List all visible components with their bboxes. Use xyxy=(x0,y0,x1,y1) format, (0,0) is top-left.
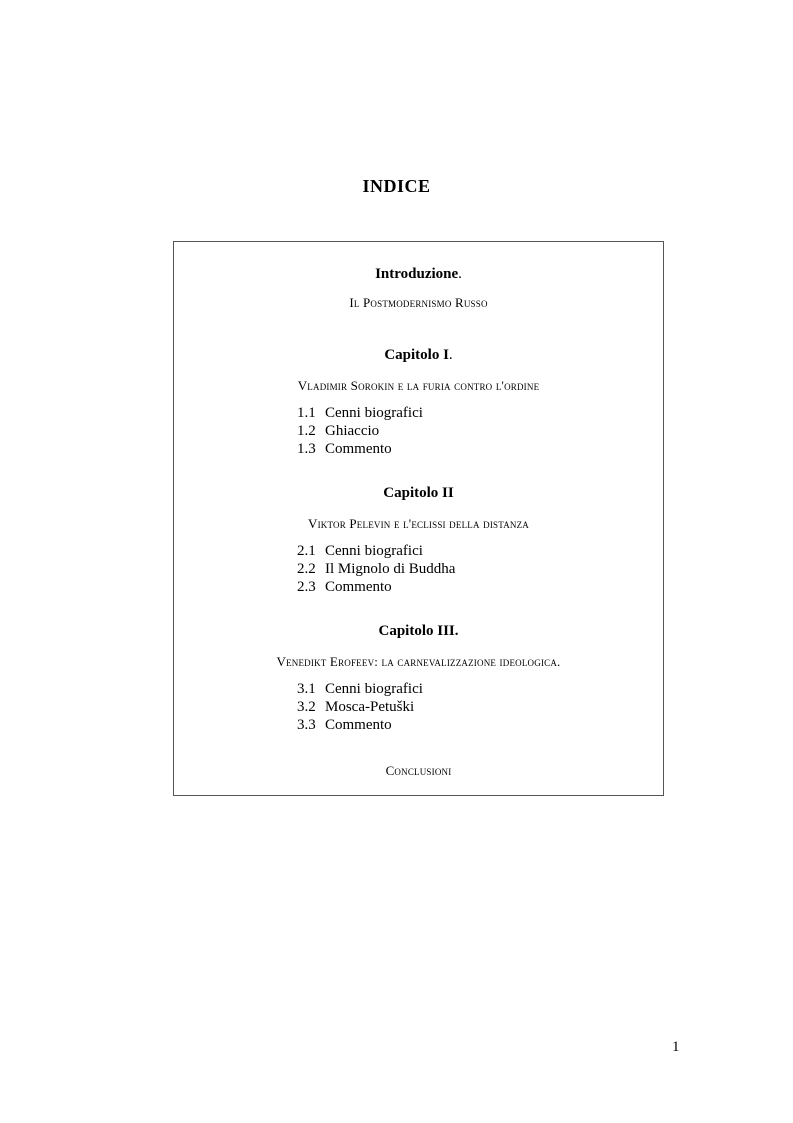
section-number: 3.3 xyxy=(297,717,316,733)
toc-entry xyxy=(297,578,455,596)
chapter-1-heading xyxy=(174,347,663,364)
toc-entry xyxy=(297,422,423,440)
section-title: Ghiaccio xyxy=(325,423,380,439)
section-title: Commento xyxy=(325,717,392,733)
section-title: Commento xyxy=(325,441,392,457)
chapter-2-heading-text: Capitolo II xyxy=(383,485,454,501)
toc-entry xyxy=(297,440,423,458)
chapter-1-sections xyxy=(297,404,423,458)
chapter-3-heading xyxy=(174,623,663,640)
section-title: Cenni biografici xyxy=(325,681,423,697)
toc-entry xyxy=(297,716,423,734)
section-number: 1.2 xyxy=(297,423,316,439)
chapter-1-heading-text: Capitolo I xyxy=(384,347,449,363)
introduction-subtitle: Il Postmodernismo Russo xyxy=(349,295,488,310)
section-number: 1.3 xyxy=(297,441,316,457)
table-of-contents xyxy=(173,241,664,796)
conclusion-entry: Conclusioni xyxy=(385,763,452,778)
page-title: INDICE xyxy=(362,176,431,196)
section-title: Commento xyxy=(325,579,392,595)
chapter-3-subtitle: Venedikt Erofeev: la carnevalizzazione ideologica. xyxy=(276,654,561,669)
introduction-heading xyxy=(174,266,663,283)
section-title: Mosca-Petuški xyxy=(325,699,415,715)
section-number: 2.3 xyxy=(297,579,316,595)
introduction-heading-text: Introduzione xyxy=(375,266,459,282)
chapter-1-subtitle: Vladimir Sorokin e la furia contro l'ordine xyxy=(297,378,540,393)
toc-entry xyxy=(297,698,423,716)
introduction-heading-suffix: . xyxy=(458,266,462,282)
section-title: Cenni biografici xyxy=(325,543,423,559)
toc-entry xyxy=(297,542,455,560)
chapter-3-sections xyxy=(297,680,423,734)
toc-entry xyxy=(297,680,423,698)
section-title: Il Mignolo di Buddha xyxy=(325,561,456,577)
section-number: 2.2 xyxy=(297,561,316,577)
chapter-2-heading xyxy=(174,485,663,502)
section-title: Cenni biografici xyxy=(325,405,423,421)
chapter-2-subtitle: Viktor Pelevin e l'eclissi della distanza xyxy=(308,516,529,531)
chapter-2-sections xyxy=(297,542,455,596)
section-number: 3.1 xyxy=(297,681,316,697)
toc-entry xyxy=(297,404,423,422)
section-number: 3.2 xyxy=(297,699,316,715)
section-number: 2.1 xyxy=(297,543,316,559)
chapter-3-heading-text: Capitolo III. xyxy=(378,623,459,639)
toc-entry xyxy=(297,560,455,578)
section-number: 1.1 xyxy=(297,405,316,421)
page-number: 1 xyxy=(672,1039,680,1055)
chapter-1-heading-suffix: . xyxy=(448,347,453,363)
